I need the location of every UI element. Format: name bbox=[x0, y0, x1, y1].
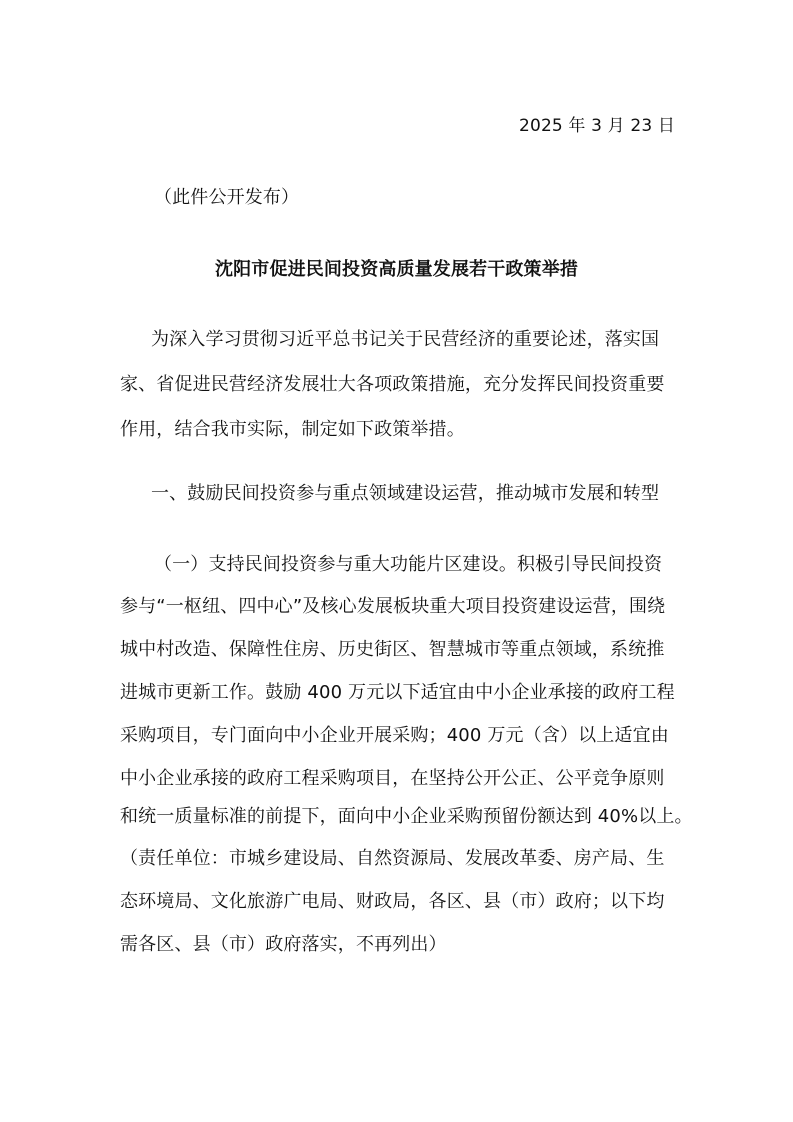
item-one-line-9: 态环境局、文化旅游广电局、财政局，各区、县（市）政府；以下均 bbox=[120, 891, 665, 912]
item-one-line-3: 城中村改造、保障性住房、历史街区、智慧城市等重点领域，系统推 bbox=[120, 639, 665, 660]
intro-line-1: 为深入学习贯彻习近平总书记关于民营经济的重要论述，落实国 bbox=[151, 329, 660, 350]
item-one-line-7: 和统一质量标准的前提下，面向中小企业采购预留份额达到 40%以上。 bbox=[120, 806, 693, 827]
item-one-line-4: 进城市更新工作。鼓励 400 万元以下适宜由中小企业承接的政府工程 bbox=[120, 682, 675, 703]
document-title: 沈阳市促进民间投资高质量发展若干政策举措 bbox=[215, 259, 578, 280]
item-one-line-8: （责任单位：市城乡建设局、自然资源局、发展改革委、房产局、生 bbox=[120, 848, 665, 869]
item-one-line-6: 中小企业承接的政府工程采购项目，在坚持公开公正、公平竞争原则 bbox=[120, 768, 665, 789]
item-one-line-1: （一）支持民间投资参与重大功能片区建设。积极引导民间投资 bbox=[154, 554, 663, 575]
item-one-line-10: 需各区、县（市）政府落实，不再列出） bbox=[120, 934, 447, 955]
intro-line-3: 作用，结合我市实际，制定如下政策举措。 bbox=[120, 419, 465, 440]
item-one-line-2: 参与“一枢纽、四中心”及核心发展板块重大项目投资建设运营，围绕 bbox=[120, 596, 666, 617]
section-heading: 一、鼓励民间投资参与重点领域建设运营，推动城市发展和转型 bbox=[151, 483, 660, 504]
publication-notice: （此件公开发布） bbox=[154, 187, 300, 208]
item-one-line-5: 采购项目，专门面向中小企业开展采购；400 万元（含）以上适宜由 bbox=[120, 725, 669, 746]
intro-line-2: 家、省促进民营经济发展壮大各项政策措施，充分发挥民间投资重要 bbox=[120, 374, 665, 395]
document-date: 2025 年 3 月 23 日 bbox=[519, 116, 675, 136]
